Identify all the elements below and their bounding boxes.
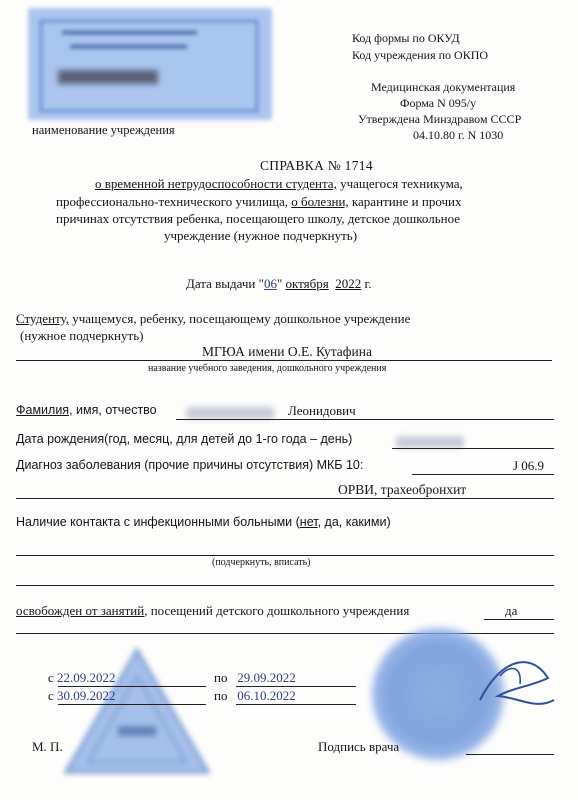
period-to-line — [236, 686, 356, 687]
contact-line — [16, 555, 554, 556]
subtitle-underlined: о болезни, — [291, 194, 349, 209]
mp-label: М. П. — [32, 739, 63, 754]
institution-stamp-text: ▬▬▬▬▬▬▬▬▬▬▬▬▬▬▬ — [62, 26, 197, 36]
subtitle-text: карантине и прочих — [348, 194, 462, 209]
form-number: Форма N 095/у — [400, 96, 477, 110]
okpo-label: Код учреждения по ОКПО — [352, 48, 489, 62]
release-underlined: освобожден от занятий — [16, 603, 145, 618]
issue-date-prefix: Дата выдачи " — [186, 276, 264, 291]
diagnosis-line — [16, 498, 554, 499]
mkb-code: J 06.9 — [513, 458, 545, 473]
name-label-underlined: Фамилия, — [16, 403, 73, 417]
subtitle-line-2 — [56, 194, 461, 210]
period-to-label: по — [214, 670, 228, 685]
period-from-line — [58, 686, 206, 687]
recipient-hint: (нужное подчеркнуть) — [20, 328, 144, 343]
period-from-line — [58, 704, 206, 705]
period-to-date: 06.10.2022 — [237, 688, 296, 703]
period-from-date: 30.09.2022 — [57, 688, 116, 703]
institution-stamp-text: ▬▬▬▬▬▬▬▬▬▬▬▬▬ — [70, 40, 187, 50]
institution-caption: название учебного заведения, дошкольного учреждения — [148, 363, 387, 374]
recipient-line — [16, 311, 410, 327]
issue-date-month: октября — [285, 276, 329, 291]
contact-text: , да, какими) — [317, 515, 391, 529]
contact-caption: (подчеркнуть, вписать) — [212, 557, 311, 568]
approval-label: Утверждена Минздравом СССР — [358, 112, 522, 126]
signature-label: Подпись врача — [318, 739, 400, 754]
issue-date — [186, 276, 372, 292]
issue-date-mid: " — [276, 276, 286, 291]
patronymic-value: Леонидович — [288, 403, 356, 418]
period-from-label: с — [48, 688, 54, 703]
name-field — [16, 403, 157, 417]
period-to-label: по — [214, 688, 228, 703]
period-row-1 — [48, 670, 116, 686]
stamp-redaction — [58, 70, 158, 84]
contact-answer: нет — [299, 515, 318, 529]
birth-line — [392, 448, 554, 449]
period-row-1-to — [214, 670, 296, 686]
issue-date-suffix: г. — [361, 276, 372, 291]
subtitle-underlined: о временной нетрудоспособности студента, — [95, 176, 337, 191]
subtitle-line-3: причинах отсутствия ребенка, посещающего школу, детское дошкольное — [56, 211, 461, 226]
contact-line-2 — [16, 585, 554, 586]
triangle-stamp — [62, 646, 212, 776]
release-label — [16, 603, 409, 619]
contact-text: Наличие контакта с инфекционными больными ( — [16, 515, 300, 529]
release-line-2 — [16, 633, 554, 634]
period-to-date: 29.09.2022 — [237, 670, 296, 685]
okud-label: Код формы по ОКУД — [352, 31, 460, 45]
period-row-2-to — [214, 688, 296, 704]
institution-name-line — [16, 360, 552, 361]
name-label: имя, отчество — [72, 403, 157, 417]
subtitle-line-4: учреждение (нужное подчеркнуть) — [164, 228, 358, 243]
institution-name: МГЮА имени О.Е. Кутафина — [202, 344, 372, 359]
recipient-underlined: Студенту, — [16, 311, 69, 326]
document-title: СПРАВКА № 1714 — [260, 158, 373, 173]
recipient-text: учащемуся, ребенку, посещающему дошкольное учреждение — [69, 311, 411, 326]
release-text: , посещений детского дошкольного учреждения — [144, 603, 410, 618]
institution-label: наименование учреждения — [32, 123, 175, 137]
release-value: да — [505, 603, 518, 618]
doctor-signature — [470, 640, 560, 730]
signature-line — [466, 754, 554, 755]
subtitle-text: учащегося техникума, — [336, 176, 463, 191]
diagnosis-value: ОРВИ, трахеобронхит — [338, 482, 467, 497]
contact-label — [16, 515, 391, 529]
period-from-date: 22.09.2022 — [57, 670, 116, 685]
meddoc-label: Медицинская документация — [371, 80, 516, 94]
issue-date-day: 06 — [263, 276, 277, 291]
release-line — [484, 619, 554, 620]
subtitle-text: профессионально-технического училища, — [56, 194, 292, 209]
subtitle-line-1 — [95, 176, 463, 192]
name-line — [176, 419, 554, 420]
birth-label: Дата рождения(год, месяц, для детей до 1-го года – день) — [16, 432, 353, 446]
mkb-line — [412, 474, 554, 475]
diagnosis-label: Диагноз заболевания (прочие причины отсутствия) МКБ 10: — [16, 458, 364, 472]
issue-date-year: 2022 — [335, 276, 362, 291]
approval-date: 04.10.80 г. N 1030 — [413, 128, 504, 142]
period-to-line — [236, 704, 356, 705]
period-from-label: с — [48, 670, 54, 685]
period-row-2 — [48, 688, 116, 704]
